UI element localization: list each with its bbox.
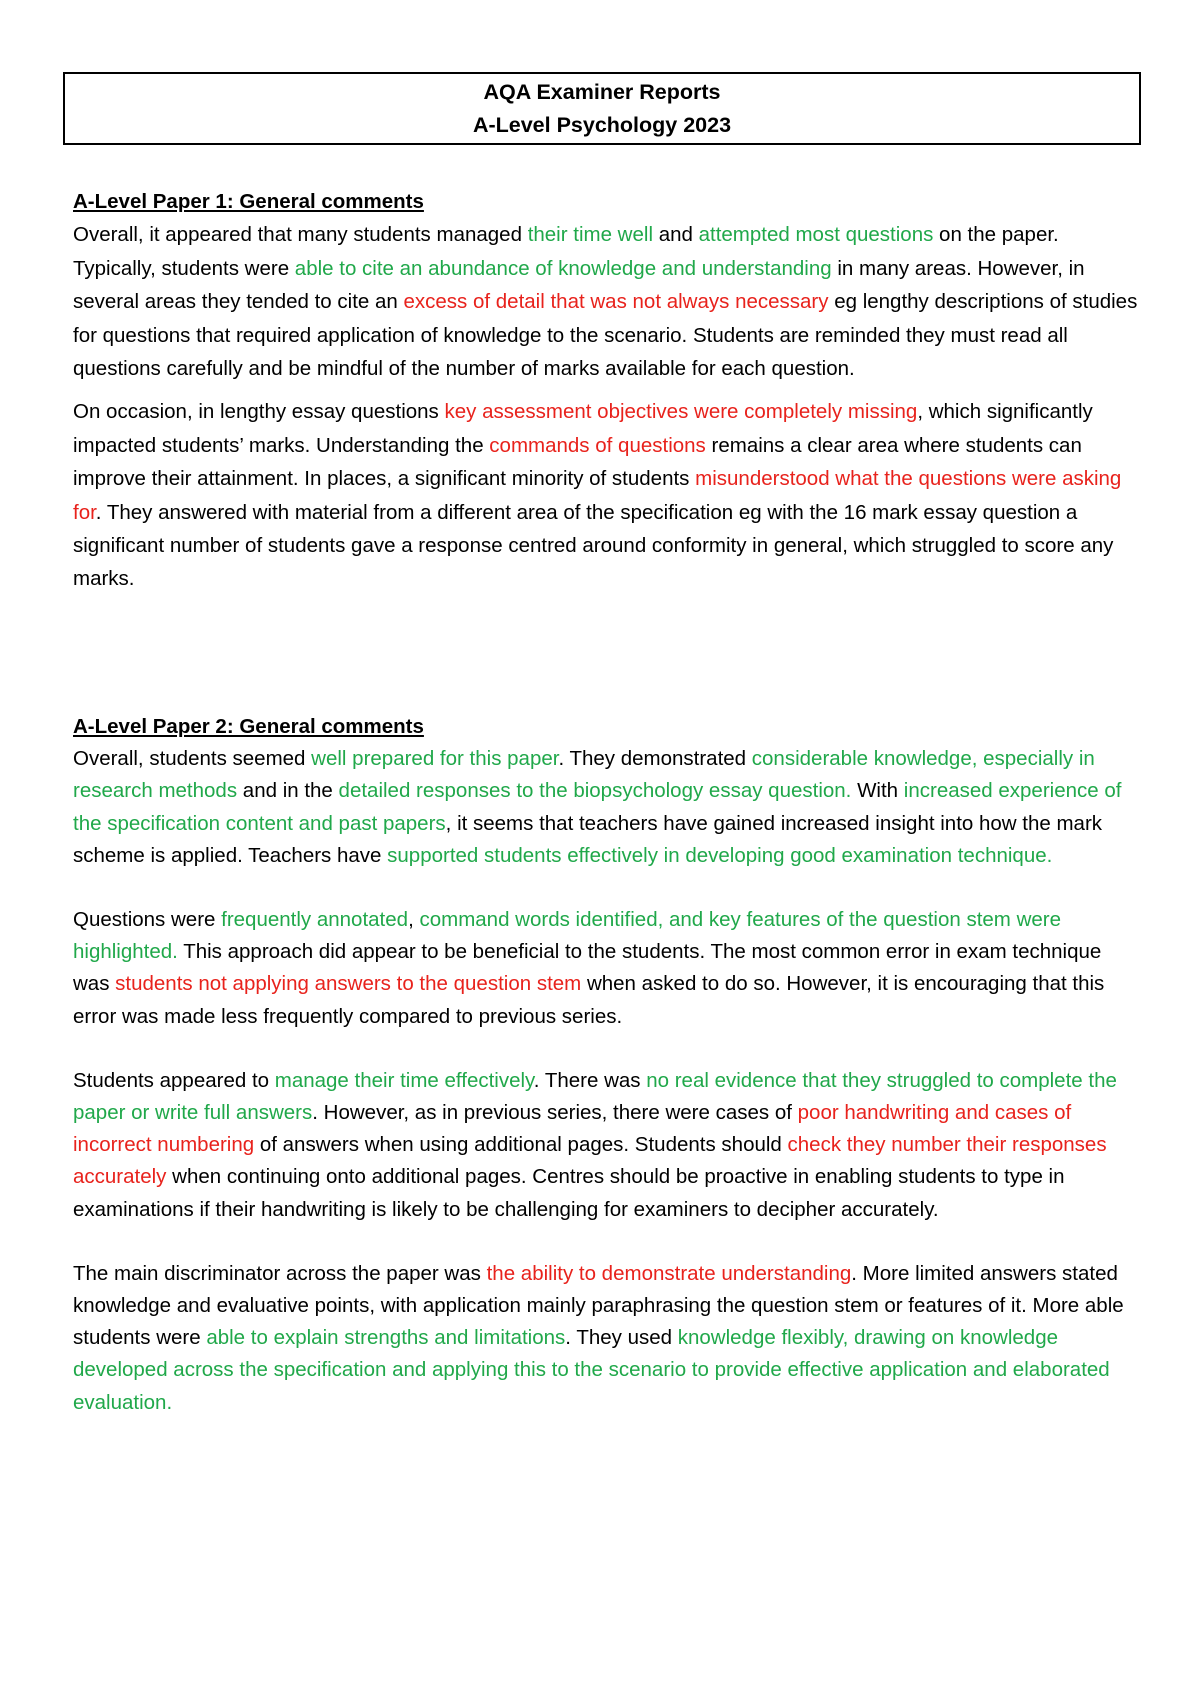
text-run: . There was bbox=[533, 1068, 647, 1092]
negative-highlight: students not applying answers to the question stem bbox=[115, 972, 582, 996]
text-run: and bbox=[653, 223, 699, 247]
paper2-paragraph-3 bbox=[73, 1065, 1143, 1226]
negative-highlight: key assessment objectives were completely missing bbox=[444, 400, 918, 424]
text-run: of answers when using additional pages. Students should bbox=[254, 1133, 788, 1157]
paper1-heading: A-Level Paper 1: General comments bbox=[73, 190, 424, 213]
positive-highlight: well prepared for this paper bbox=[311, 747, 559, 771]
text-run: and in the bbox=[237, 779, 339, 803]
paper1-paragraph-2 bbox=[73, 395, 1143, 595]
positive-highlight: supported students effectively in developing good examination technique. bbox=[387, 843, 1053, 867]
text-run: when asked to do so. However, it is encouraging that this error was made less frequently compared to previous series. bbox=[73, 972, 1105, 1028]
text-run: This approach did appear to be beneficial to the students. The most common error in exam technique was bbox=[73, 940, 1102, 996]
positive-highlight: attempted most questions bbox=[698, 223, 934, 247]
positive-highlight: detailed responses to the biopsychology essay question. bbox=[338, 779, 852, 803]
negative-highlight: misunderstood what the questions were asking for bbox=[73, 467, 1122, 524]
text-run: . They used bbox=[565, 1326, 678, 1350]
positive-highlight: manage their time effectively bbox=[274, 1068, 534, 1092]
negative-highlight: excess of detail that was not always necessary bbox=[403, 290, 829, 314]
report-subtitle: A-Level Psychology 2023 bbox=[472, 113, 732, 137]
paper2-paragraph-4 bbox=[73, 1258, 1143, 1419]
positive-highlight: increased experience of the specification content and past papers bbox=[73, 779, 1122, 835]
text-run: , which significantly impacted students’ marks. Understanding the bbox=[73, 400, 1093, 457]
paper2-heading: A-Level Paper 2: General comments bbox=[73, 715, 424, 738]
text-run: Questions were bbox=[73, 908, 222, 932]
text-run: On occasion, in lengthy essay questions bbox=[73, 400, 445, 424]
paper2-section bbox=[73, 711, 1143, 1419]
positive-highlight: knowledge flexibly, drawing on knowledge developed across the specification and applying this to the scenario to provide effective application and elaborated evaluation. bbox=[73, 1326, 1110, 1414]
negative-highlight: the ability to demonstrate understanding bbox=[486, 1261, 852, 1285]
paper1-paragraph-1 bbox=[73, 218, 1143, 385]
positive-highlight: considerable knowledge, especially in research methods bbox=[73, 747, 1095, 803]
text-run: eg lengthy descriptions of studies for questions that required application of knowledge to the scenario. Students are reminded they must read all questions carefully and be mindful of the number of marks available for each question. bbox=[73, 290, 1138, 381]
negative-highlight: poor handwriting and cases of incorrect numbering bbox=[73, 1101, 1072, 1157]
negative-highlight: check they number their responses accurately bbox=[73, 1133, 1107, 1189]
text-run: . However, as in previous series, there were cases of bbox=[312, 1101, 798, 1125]
paper1-section bbox=[73, 185, 1143, 596]
text-run: Students appeared to bbox=[73, 1068, 275, 1092]
text-run: in many areas. However, in several areas they tended to cite an bbox=[73, 256, 1085, 314]
positive-highlight: command words identified, and key features of the question stem were highlighted. bbox=[73, 908, 1062, 964]
text-run: on the paper. Typically, students were bbox=[73, 223, 1059, 280]
positive-highlight: no real evidence that they struggled to complete the paper or write full answers bbox=[73, 1068, 1117, 1125]
text-run: , it seems that teachers have gained increased insight into how the mark scheme is applied. Teachers have bbox=[73, 811, 1103, 867]
positive-highlight: able to cite an abundance of knowledge and understanding bbox=[294, 256, 832, 280]
text-run: With bbox=[851, 779, 904, 803]
text-run: . More limited answers stated knowledge and evaluative points, with application mainly paraphrasing the question stem or features of it. More able students were bbox=[73, 1261, 1124, 1350]
positive-highlight: able to explain strengths and limitations bbox=[206, 1326, 566, 1350]
paper2-paragraph-1 bbox=[73, 743, 1143, 872]
text-run: . They demonstrated bbox=[558, 747, 752, 771]
text-run: . They answered with material from a different area of the specification eg with the 16 mark essay question a significant number of students gave a response centred around conformity in general, which struggled to score any marks. bbox=[73, 500, 1114, 591]
report-title: AQA Examiner Reports bbox=[483, 80, 721, 104]
text-run: remains a clear area where students can improve their attainment. In places, a significant minority of students bbox=[73, 433, 1082, 491]
paper2-paragraph-2 bbox=[73, 904, 1143, 1033]
negative-highlight: commands of questions bbox=[489, 433, 706, 457]
title-box bbox=[63, 72, 1141, 145]
text-run: The main discriminator across the paper was bbox=[73, 1261, 487, 1285]
text-run: , bbox=[408, 908, 420, 932]
text-run: Overall, students seemed bbox=[73, 747, 312, 771]
positive-highlight: frequently annotated bbox=[221, 908, 409, 932]
text-run: Overall, it appeared that many students managed bbox=[73, 223, 528, 247]
positive-highlight: their time well bbox=[527, 223, 653, 247]
text-run: when continuing onto additional pages. Centres should be proactive in enabling students to type in examinations if their handwriting is likely to be challenging for examiners to decipher accurately. bbox=[73, 1165, 1065, 1221]
